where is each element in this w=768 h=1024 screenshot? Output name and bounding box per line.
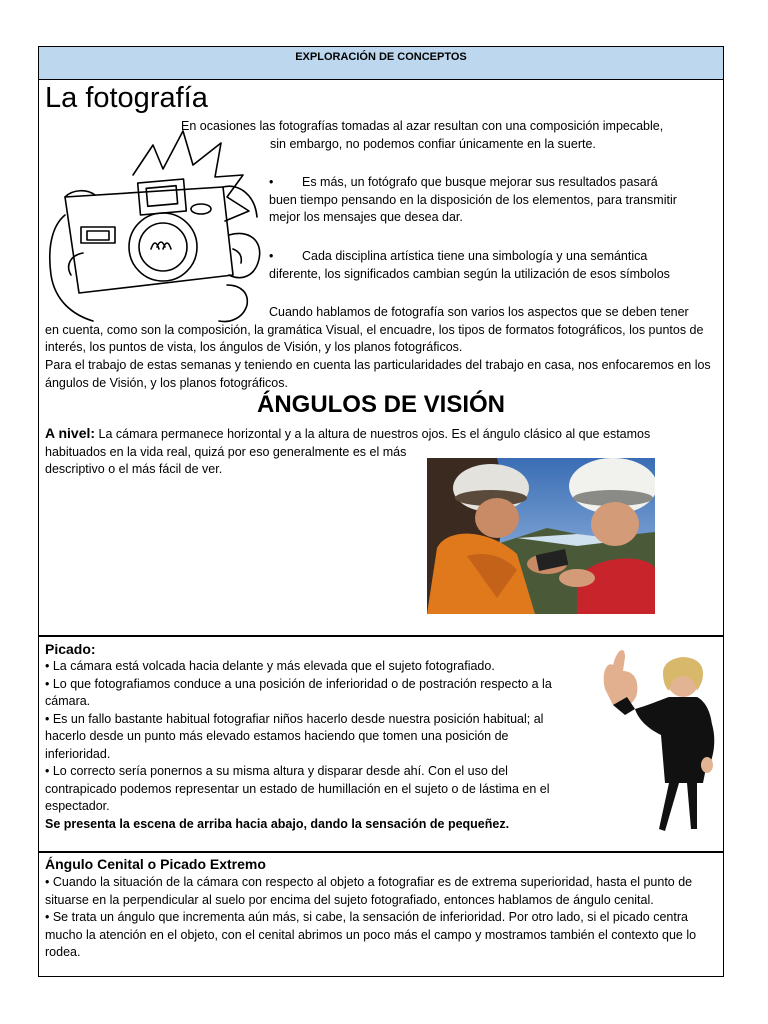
intro-paragraph-5: Para el trabajo de estas semanas y teniendo en cuenta las particularidades del trabajo en casa, nos enfocaremos en los ángulos de Visión, y los planos fotográficos.: [45, 358, 711, 390]
header-label: EXPLORACIÓN DE CONCEPTOS: [295, 51, 467, 63]
picado-bullet-1: • La cámara está volcada hacia delante y más elevada que el sujeto fotografiado.: [45, 659, 495, 673]
intro-p3-lead-line: [269, 248, 709, 266]
intro-paragraph-2: [269, 174, 709, 227]
a-nivel-text-1: La cámara permanece horizontal y a la altura de nuestros ojos. Es el ángulo clásico al que estamos: [98, 427, 651, 441]
angulos-heading: ÁNGULOS DE VISIÓN: [256, 391, 506, 418]
intro-p3-rest: diferente, los significados cambian según la utilización de esos símbolos: [269, 266, 670, 281]
eye-level-photo: [427, 458, 655, 614]
intro-p4-rest: en cuenta, como son la composición, la gramática Visual, el encuadre, los tipos de formatos fotográficos, los puntos de interés, los puntos de vista, los ángulos de Visión, y los planos fotográficos.: [45, 322, 704, 354]
intro-paragraph-1: [181, 118, 721, 153]
worksheet-frame: [38, 46, 724, 977]
bullet: •: [269, 175, 274, 189]
cenital-bullet-2: • Se trata un ángulo que incrementa aún más, si cabe, la sensación de inferioridad. Por otro lado, si el picado centra mucho la atención en el objeto, con el cenital abrimos un poco más el campo y mostramos también el contexto que lo rodea.: [45, 910, 697, 959]
high-angle-photo: [599, 643, 719, 833]
picado-bullet-3: • Es un fallo bastante habitual fotografiar niños hacerlo desde nuestra posición habitual; al hacerlo desde un punto más elevado estamos haciendo que tomen una posición de inferioridad.: [45, 711, 544, 761]
camera-sketch-illustration: [43, 125, 269, 325]
intro-p3-lead: Cada disciplina artística tiene una simbología y una semántica: [302, 249, 648, 263]
divider-1: [39, 635, 723, 637]
cenital-bullet-1: • Cuando la situación de la cámara con respecto al objeto a fotografiar es de extrema superioridad, hasta el punto de situarse en la perpendicular al suelo por encima del sujeto fotografiado, entonces hablamos de ángulo cenital.: [45, 875, 693, 907]
picado-bullet-2: • Lo que fotografiamos conduce a una posición de inferioridad o de postración respecto a la cámara.: [45, 676, 552, 708]
intro-p4-lead: Cuando hablamos de fotografía son varios los aspectos que se deben tener: [269, 305, 689, 319]
a-nivel-label: A nivel:: [45, 425, 96, 441]
a-nivel-text-2: habituados en la vida real, quizá por eso generalmente es el más: [45, 444, 407, 459]
intro-p2-rest: buen tiempo pensando en la disposición de los elementos, para transmitir mejor los mensajes que desea dar.: [269, 192, 677, 224]
page-title: La fotografía: [45, 82, 208, 114]
intro-paragraph-3: [269, 248, 709, 283]
picado-block: [45, 640, 575, 833]
a-nivel-line-1: [45, 424, 721, 444]
intro-p2-lead: Es más, un fotógrafo que busque mejorar sus resultados pasará: [302, 175, 658, 189]
a-nivel-text-3: descriptivo o el más fácil de ver.: [45, 462, 223, 476]
intro-p1-line2: sin embargo, no podemos confiar únicamente en la suerte.: [270, 136, 596, 151]
divider-2: [39, 851, 723, 853]
picado-label: Picado:: [45, 641, 96, 657]
picado-bullet-4: • Lo correcto sería ponernos a su misma altura y disparar desde ahí. Con el uso del contrapicado podemos representar un estado de humillación en el sujeto o de lástima en el espectador.: [45, 764, 550, 813]
intro-p1-line1: En ocasiones las fotografías tomadas al azar resultan con una composición impecable,: [181, 119, 664, 133]
bullet: •: [269, 249, 274, 263]
picado-conclusion: Se presenta la escena de arriba hacia abajo, dando la sensación de pequeñez.: [45, 816, 510, 831]
worksheet-header: [39, 47, 723, 80]
intro-paragraph-4: [45, 304, 721, 357]
cenital-block: [45, 855, 721, 962]
cenital-label: Ángulo Cenital o Picado Extremo: [45, 856, 266, 872]
intro-p2-lead-line: [269, 174, 709, 192]
